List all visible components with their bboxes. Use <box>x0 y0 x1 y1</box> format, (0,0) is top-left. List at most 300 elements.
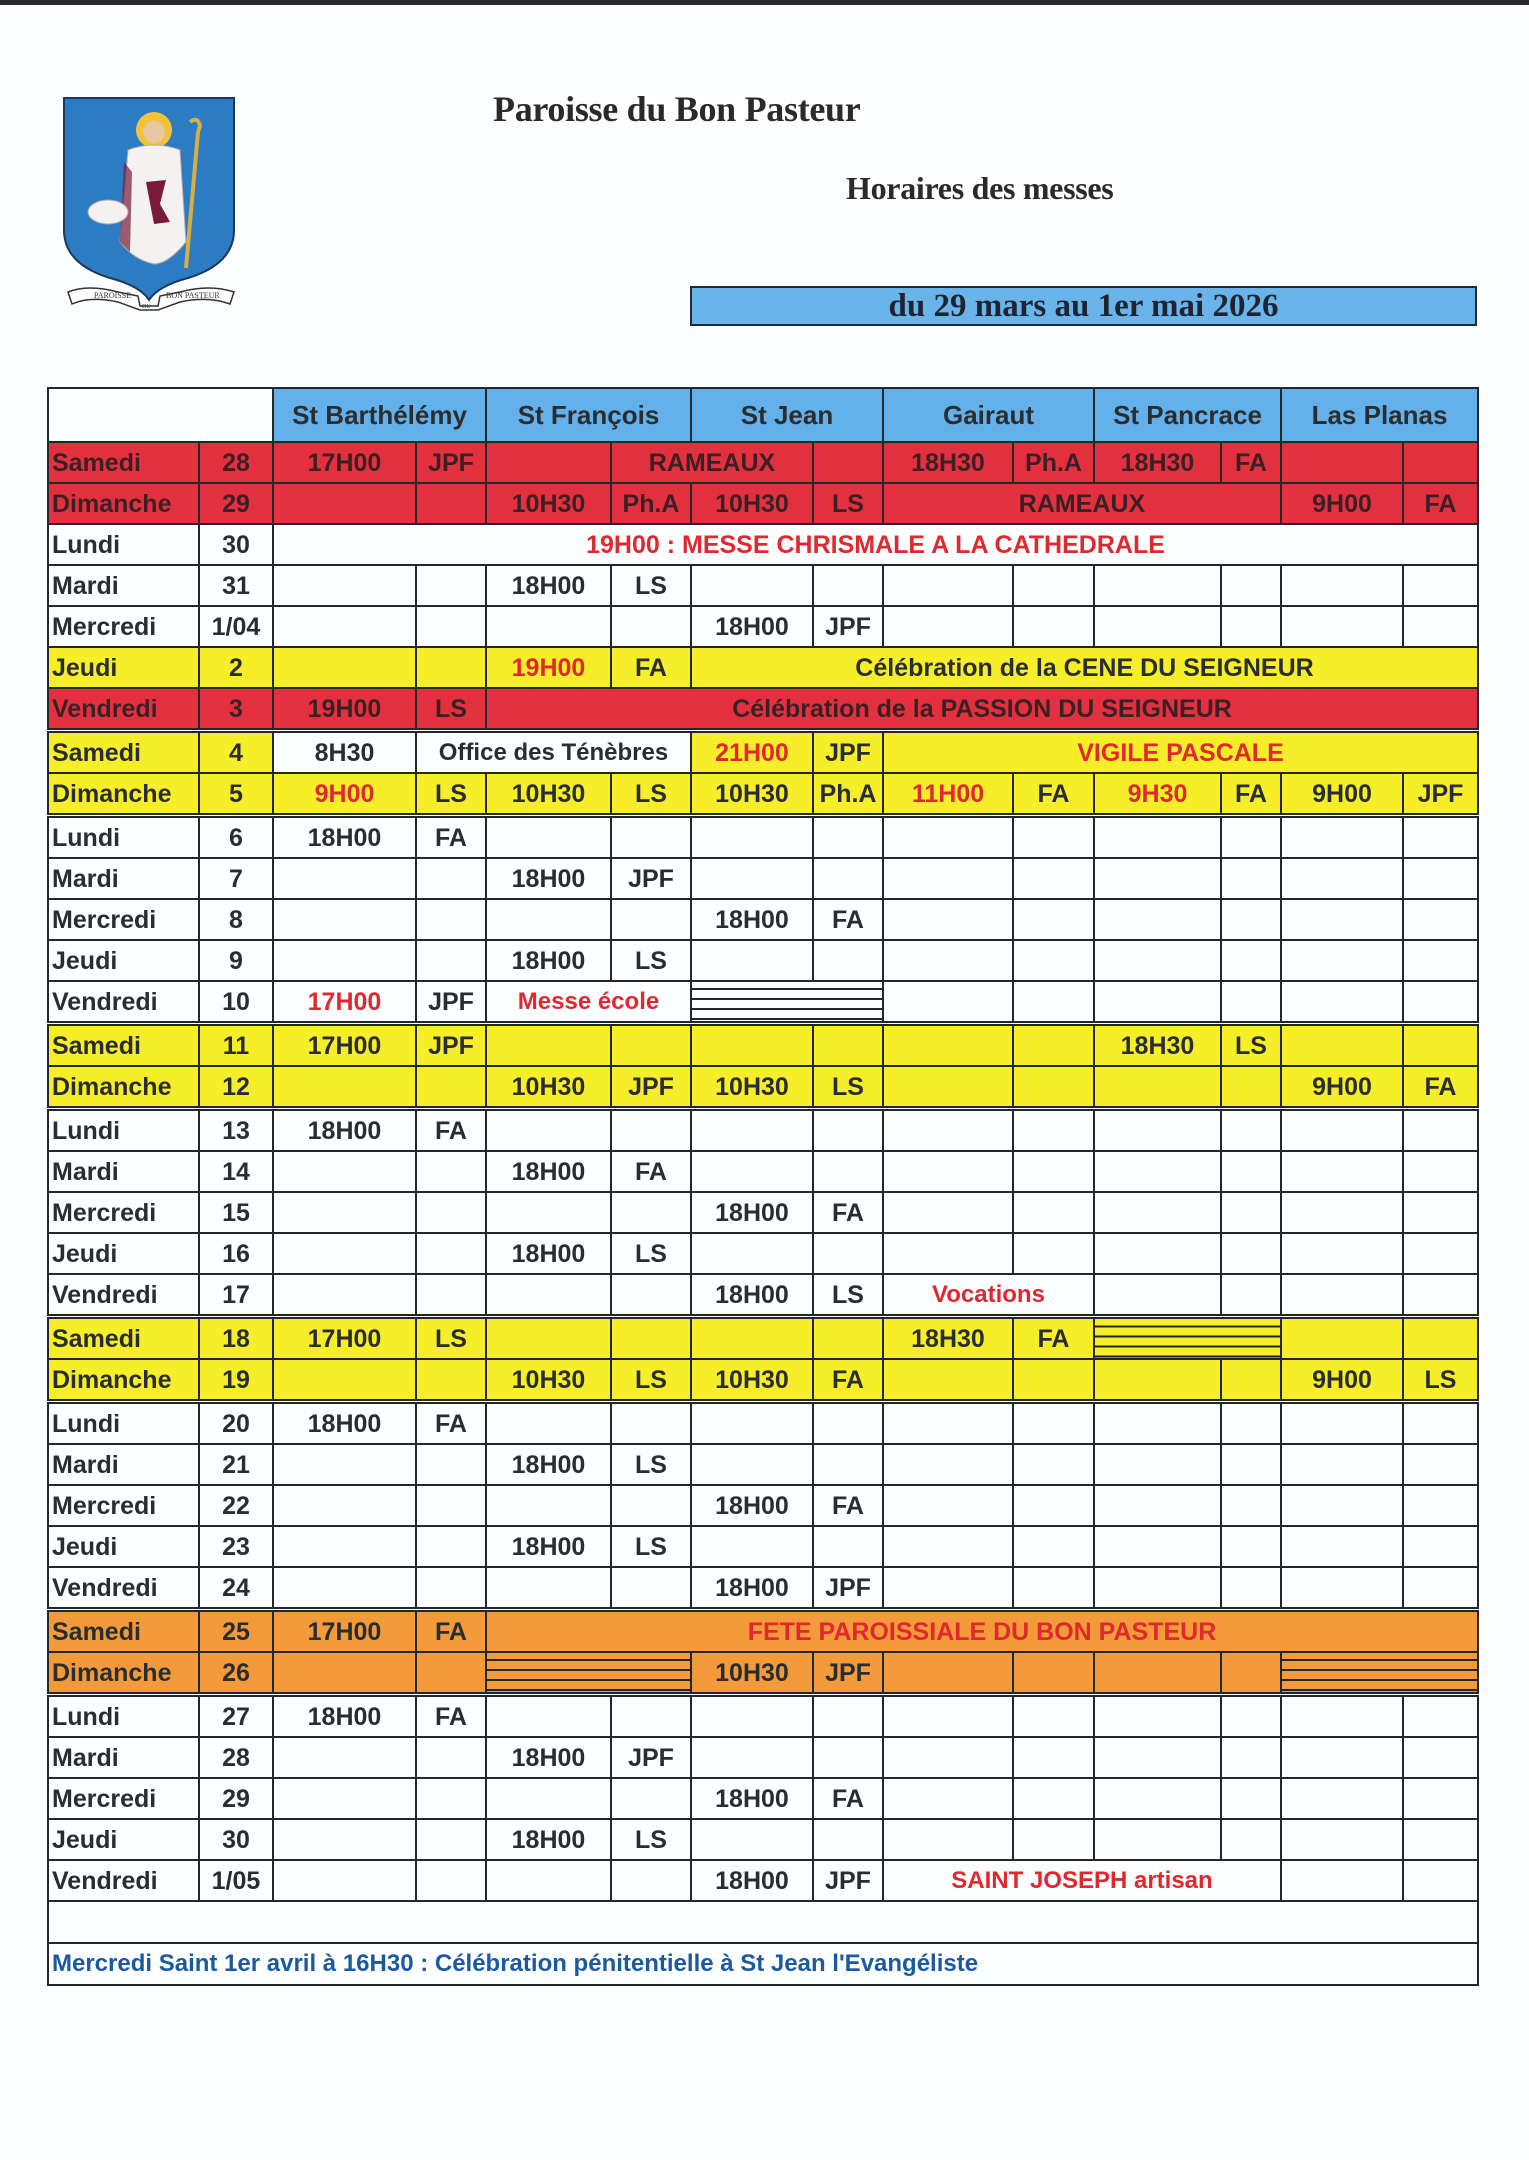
schedule-row <box>48 1066 1478 1109</box>
schedule-cell <box>883 858 1013 899</box>
schedule-cell <box>1281 899 1403 940</box>
date-cell: 11 <box>199 1024 273 1067</box>
schedule-cell <box>1013 816 1094 859</box>
schedule-cell <box>273 1274 416 1317</box>
schedule-row <box>48 1485 1478 1526</box>
schedule-cell <box>813 1402 883 1445</box>
schedule-cell <box>813 1526 883 1567</box>
date-cell: 17 <box>199 1274 273 1317</box>
schedule-row <box>48 1024 1478 1067</box>
schedule-row <box>48 1737 1478 1778</box>
schedule-cell <box>486 606 611 647</box>
schedule-cell: 18H00 <box>273 1695 416 1738</box>
schedule-cell <box>883 1402 1013 1445</box>
schedule-cell <box>1281 1233 1403 1274</box>
schedule-cell <box>486 1109 611 1152</box>
schedule-cell <box>691 816 813 859</box>
day-name-cell: Jeudi <box>48 647 199 688</box>
schedule-row <box>48 1192 1478 1233</box>
schedule-cell: FA <box>1403 483 1478 524</box>
day-name-cell: Mardi <box>48 1151 199 1192</box>
schedule-cell: FA <box>1013 1317 1094 1360</box>
schedule-cell <box>813 442 883 483</box>
schedule-row <box>48 1317 1478 1360</box>
schedule-cell <box>1281 1860 1403 1901</box>
schedule-cell <box>1403 1317 1478 1360</box>
schedule-cell <box>1403 940 1478 981</box>
schedule-cell <box>1094 1567 1221 1610</box>
day-name-cell: Jeudi <box>48 1233 199 1274</box>
schedule-cell <box>416 1652 486 1695</box>
schedule-cell <box>691 858 813 899</box>
schedule-cell <box>416 940 486 981</box>
schedule-cell <box>813 1444 883 1485</box>
schedule-cell: 18H30 <box>883 442 1013 483</box>
day-name-cell: Mercredi <box>48 899 199 940</box>
schedule-cell <box>813 1233 883 1274</box>
schedule-cell <box>1013 1109 1094 1152</box>
schedule-cell <box>486 1695 611 1738</box>
schedule-cell <box>1281 1192 1403 1233</box>
schedule-row <box>48 1819 1478 1860</box>
schedule-cell <box>1221 1274 1281 1317</box>
schedule-cell: 10H30 <box>691 1359 813 1402</box>
schedule-cell <box>1013 1737 1094 1778</box>
schedule-cell <box>273 940 416 981</box>
schedule-row <box>48 524 1478 565</box>
schedule-cell <box>1221 1192 1281 1233</box>
schedule-cell <box>1094 1695 1221 1738</box>
schedule-cell <box>1403 606 1478 647</box>
schedule-cell <box>611 1192 691 1233</box>
day-name-cell: Mercredi <box>48 1485 199 1526</box>
schedule-cell <box>883 1192 1013 1233</box>
schedule-cell <box>1013 1485 1094 1526</box>
schedule-cell <box>883 1024 1013 1067</box>
schedule-cell: 9H30 <box>1094 773 1221 816</box>
date-cell: 1/04 <box>199 606 273 647</box>
schedule-cell <box>1403 1778 1478 1819</box>
schedule-cell <box>1221 1485 1281 1526</box>
schedule-cell <box>1094 1402 1221 1445</box>
schedule-cell: 9H00 <box>1281 773 1403 816</box>
schedule-cell <box>1094 1233 1221 1274</box>
schedule-cell <box>416 1359 486 1402</box>
column-header-gairaut: Gairaut <box>883 388 1094 442</box>
schedule-cell <box>1281 1778 1403 1819</box>
page-subtitle: Horaires des messes <box>846 170 1114 206</box>
schedule-cell: 17H00 <box>273 1317 416 1360</box>
schedule-cell: 9H00 <box>1281 1066 1403 1109</box>
schedule-cell <box>416 1526 486 1567</box>
schedule-cell <box>691 1444 813 1485</box>
schedule-cell <box>883 1066 1013 1109</box>
schedule-cell: 18H00 <box>486 1151 611 1192</box>
schedule-cell <box>1221 1233 1281 1274</box>
schedule-cell <box>1403 1274 1478 1317</box>
schedule-cell <box>813 1695 883 1738</box>
day-name-cell: Jeudi <box>48 1526 199 1567</box>
schedule-cell <box>813 1024 883 1067</box>
day-name-cell: Dimanche <box>48 483 199 524</box>
date-cell: 1/05 <box>199 1860 273 1901</box>
date-cell: 21 <box>199 1444 273 1485</box>
schedule-cell: 21H00 <box>691 731 813 774</box>
schedule-cell <box>273 1444 416 1485</box>
schedule-row <box>48 1109 1478 1152</box>
schedule-cell: FA <box>1013 773 1094 816</box>
schedule-cell <box>611 606 691 647</box>
date-cell: 27 <box>199 1695 273 1738</box>
date-cell: 31 <box>199 565 273 606</box>
schedule-cell <box>883 606 1013 647</box>
schedule-cell <box>273 483 416 524</box>
schedule-cell <box>883 565 1013 606</box>
schedule-cell <box>1013 1652 1094 1695</box>
schedule-row <box>48 1610 1478 1653</box>
schedule-cell <box>1403 1860 1478 1901</box>
schedule-cell <box>1403 1151 1478 1192</box>
schedule-row <box>48 899 1478 940</box>
schedule-cell <box>813 940 883 981</box>
schedule-row <box>48 647 1478 688</box>
schedule-cell <box>273 606 416 647</box>
schedule-cell: 18H00 <box>691 1567 813 1610</box>
day-name-cell: Mardi <box>48 1737 199 1778</box>
schedule-cell <box>486 1402 611 1445</box>
svg-text:PAROISSE: PAROISSE <box>94 291 132 300</box>
schedule-cell <box>273 1778 416 1819</box>
schedule-cell <box>1403 1444 1478 1485</box>
schedule-cell: LS <box>1403 1359 1478 1402</box>
schedule-cell <box>611 1778 691 1819</box>
schedule-cell <box>1221 1066 1281 1109</box>
schedule-cell: Ph.A <box>813 773 883 816</box>
schedule-cell <box>1281 606 1403 647</box>
schedule-cell <box>691 1695 813 1738</box>
schedule-cell <box>1403 1485 1478 1526</box>
date-cell: 16 <box>199 1233 273 1274</box>
schedule-cell <box>813 565 883 606</box>
schedule-cell: 18H00 <box>486 1444 611 1485</box>
schedule-cell <box>691 1819 813 1860</box>
svg-text:BON PASTEUR: BON PASTEUR <box>166 291 220 300</box>
schedule-cell <box>1013 940 1094 981</box>
schedule-cell <box>1013 981 1094 1024</box>
schedule-cell: 9H00 <box>1281 1359 1403 1402</box>
schedule-cell: 10H30 <box>691 1066 813 1109</box>
schedule-cell <box>486 1192 611 1233</box>
schedule-cell <box>1281 1402 1403 1445</box>
schedule-cell <box>1221 1819 1281 1860</box>
event-label-cell: VIGILE PASCALE <box>883 731 1478 774</box>
schedule-cell: 10H30 <box>691 1652 813 1695</box>
date-cell: 26 <box>199 1652 273 1695</box>
schedule-cell: JPF <box>611 1737 691 1778</box>
schedule-cell <box>611 899 691 940</box>
day-name-cell: Vendredi <box>48 688 199 731</box>
schedule-cell <box>691 1024 813 1067</box>
day-name-cell: Dimanche <box>48 1066 199 1109</box>
schedule-cell: Ph.A <box>611 483 691 524</box>
schedule-cell <box>1094 1192 1221 1233</box>
schedule-cell <box>1281 1819 1403 1860</box>
schedule-cell <box>1013 1151 1094 1192</box>
schedule-row <box>48 606 1478 647</box>
schedule-cell: 17H00 <box>273 442 416 483</box>
schedule-cell <box>1094 981 1221 1024</box>
schedule-cell <box>486 1485 611 1526</box>
schedule-cell: 18H00 <box>273 1109 416 1152</box>
schedule-cell <box>883 1737 1013 1778</box>
schedule-cell <box>1281 1317 1403 1360</box>
schedule-cell <box>1403 816 1478 859</box>
schedule-cell <box>273 1359 416 1402</box>
event-label-cell: Vocations <box>883 1274 1094 1317</box>
schedule-cell <box>273 1526 416 1567</box>
schedule-cell: FA <box>1221 773 1281 816</box>
schedule-cell: 18H00 <box>486 1737 611 1778</box>
schedule-cell <box>611 816 691 859</box>
schedule-cell <box>691 565 813 606</box>
event-label-cell: RAMEAUX <box>611 442 813 483</box>
schedule-cell: 17H00 <box>273 1610 416 1653</box>
schedule-cell <box>1403 1526 1478 1567</box>
schedule-cell <box>813 1737 883 1778</box>
schedule-cell: FA <box>813 1485 883 1526</box>
day-name-cell: Vendredi <box>48 1274 199 1317</box>
cancelled-cell <box>486 1652 691 1695</box>
schedule-cell <box>1094 1109 1221 1152</box>
schedule-cell: LS <box>611 565 691 606</box>
schedule-cell: 10H30 <box>486 483 611 524</box>
date-cell: 29 <box>199 1778 273 1819</box>
schedule-cell <box>273 858 416 899</box>
schedule-cell <box>691 1317 813 1360</box>
scan-top-border <box>0 0 1529 5</box>
schedule-cell <box>486 1567 611 1610</box>
event-label-cell: FETE PAROISSIALE DU BON PASTEUR <box>486 1610 1478 1653</box>
schedule-cell <box>273 899 416 940</box>
schedule-cell <box>1013 1778 1094 1819</box>
schedule-row <box>48 1274 1478 1317</box>
schedule-cell <box>1281 1695 1403 1738</box>
date-cell: 10 <box>199 981 273 1024</box>
schedule-cell: 11H00 <box>883 773 1013 816</box>
schedule-cell <box>611 1860 691 1901</box>
date-cell: 7 <box>199 858 273 899</box>
schedule-cell <box>691 940 813 981</box>
schedule-cell: 18H30 <box>1094 1024 1221 1067</box>
schedule-cell: FA <box>813 1192 883 1233</box>
schedule-cell <box>416 1233 486 1274</box>
schedule-cell: 18H00 <box>691 1485 813 1526</box>
schedule-cell <box>1221 1444 1281 1485</box>
cancelled-cell <box>1281 1652 1478 1695</box>
schedule-cell <box>1403 981 1478 1024</box>
schedule-cell <box>1094 899 1221 940</box>
schedule-cell <box>691 1109 813 1152</box>
schedule-cell <box>1094 816 1221 859</box>
schedule-cell <box>416 1274 486 1317</box>
schedule-cell <box>1281 1485 1403 1526</box>
schedule-cell <box>611 1109 691 1152</box>
schedule-cell <box>1221 1695 1281 1738</box>
day-name-cell: Dimanche <box>48 1359 199 1402</box>
day-name-cell: Samedi <box>48 1317 199 1360</box>
day-name-cell: Vendredi <box>48 1567 199 1610</box>
schedule-cell: JPF <box>416 1024 486 1067</box>
schedule-cell: LS <box>813 1274 883 1317</box>
schedule-row <box>48 858 1478 899</box>
schedule-cell: 10H30 <box>486 1359 611 1402</box>
schedule-cell <box>691 1402 813 1445</box>
schedule-cell: 8H30 <box>273 731 416 774</box>
schedule-cell <box>273 1066 416 1109</box>
schedule-cell <box>1281 1109 1403 1152</box>
schedule-cell: 9H00 <box>273 773 416 816</box>
schedule-cell <box>883 1778 1013 1819</box>
schedule-cell <box>813 816 883 859</box>
schedule-cell <box>883 1819 1013 1860</box>
schedule-cell <box>1013 899 1094 940</box>
schedule-cell <box>416 1819 486 1860</box>
schedule-cell <box>611 1695 691 1738</box>
event-label-cell: Célébration de la CENE DU SEIGNEUR <box>691 647 1478 688</box>
schedule-cell: FA <box>416 1610 486 1653</box>
date-cell: 8 <box>199 899 273 940</box>
schedule-cell <box>883 1233 1013 1274</box>
schedule-cell: LS <box>416 773 486 816</box>
day-name-cell: Mercredi <box>48 606 199 647</box>
date-cell: 13 <box>199 1109 273 1152</box>
schedule-cell: LS <box>611 1444 691 1485</box>
blank-cell <box>48 1901 1478 1943</box>
schedule-cell <box>1403 1024 1478 1067</box>
schedule-cell: LS <box>416 1317 486 1360</box>
schedule-cell <box>486 1778 611 1819</box>
schedule-cell <box>273 1567 416 1610</box>
schedule-cell <box>1403 1695 1478 1738</box>
schedule-cell: 18H00 <box>691 899 813 940</box>
schedule-cell <box>1403 1737 1478 1778</box>
schedule-cell <box>486 1317 611 1360</box>
schedule-cell <box>416 565 486 606</box>
schedule-cell <box>883 1485 1013 1526</box>
schedule-cell: JPF <box>813 1860 883 1901</box>
schedule-cell <box>1013 1024 1094 1067</box>
schedule-row <box>48 1778 1478 1819</box>
schedule-cell <box>416 1567 486 1610</box>
event-label-cell: 19H00 : MESSE CHRISMALE A LA CATHEDRALE <box>273 524 1478 565</box>
schedule-cell <box>1221 899 1281 940</box>
column-header-st-barthelemy: St Barthélémy <box>273 388 486 442</box>
schedule-cell <box>1403 1192 1478 1233</box>
date-cell: 5 <box>199 773 273 816</box>
schedule-cell <box>273 1819 416 1860</box>
svg-text:DU: DU <box>142 304 151 310</box>
schedule-cell: FA <box>611 1151 691 1192</box>
schedule-row <box>48 1402 1478 1445</box>
schedule-cell <box>1403 1109 1478 1152</box>
date-cell: 9 <box>199 940 273 981</box>
schedule-cell: FA <box>1403 1066 1478 1109</box>
schedule-cell: 18H00 <box>691 606 813 647</box>
schedule-cell <box>611 1274 691 1317</box>
schedule-cell <box>1013 1819 1094 1860</box>
table-header-row <box>48 388 1478 442</box>
schedule-row <box>48 816 1478 859</box>
schedule-cell: 18H00 <box>486 858 611 899</box>
schedule-cell <box>1221 1109 1281 1152</box>
schedule-cell <box>1403 1567 1478 1610</box>
schedule-cell <box>416 1192 486 1233</box>
schedule-cell <box>1403 442 1478 483</box>
schedule-cell <box>273 565 416 606</box>
schedule-cell <box>1013 565 1094 606</box>
schedule-cell <box>611 1402 691 1445</box>
schedule-cell <box>486 442 611 483</box>
schedule-cell: 10H30 <box>691 483 813 524</box>
date-cell: 28 <box>199 1737 273 1778</box>
schedule-row <box>48 1526 1478 1567</box>
day-name-cell: Jeudi <box>48 940 199 981</box>
date-cell: 30 <box>199 1819 273 1860</box>
schedule-cell <box>1221 1567 1281 1610</box>
schedule-cell <box>416 899 486 940</box>
schedule-cell <box>1281 1151 1403 1192</box>
date-cell: 18 <box>199 1317 273 1360</box>
cancelled-cell <box>691 981 883 1024</box>
schedule-cell: LS <box>611 1819 691 1860</box>
schedule-cell <box>1221 1151 1281 1192</box>
schedule-cell: JPF <box>813 1652 883 1695</box>
schedule-cell <box>416 1151 486 1192</box>
schedule-cell: FA <box>416 1695 486 1738</box>
schedule-cell <box>883 1526 1013 1567</box>
schedule-cell: 18H00 <box>691 1860 813 1901</box>
schedule-row <box>48 1652 1478 1695</box>
schedule-cell <box>1221 981 1281 1024</box>
schedule-cell <box>1013 1192 1094 1233</box>
schedule-cell <box>1094 1652 1221 1695</box>
schedule-cell <box>273 1485 416 1526</box>
schedule-cell <box>416 1778 486 1819</box>
schedule-cell <box>1094 940 1221 981</box>
schedule-cell <box>1013 1567 1094 1610</box>
schedule-cell <box>883 1695 1013 1738</box>
schedule-cell <box>883 1359 1013 1402</box>
schedule-cell: JPF <box>611 858 691 899</box>
schedule-cell <box>1221 816 1281 859</box>
date-cell: 22 <box>199 1485 273 1526</box>
schedule-cell <box>1281 1567 1403 1610</box>
schedule-cell <box>611 1024 691 1067</box>
schedule-cell <box>1221 858 1281 899</box>
event-label-cell: Célébration de la PASSION DU SEIGNEUR <box>486 688 1478 731</box>
schedule-cell <box>1281 1526 1403 1567</box>
footer-note-row <box>48 1943 1478 1985</box>
schedule-cell: 18H00 <box>691 1192 813 1233</box>
schedule-cell <box>273 647 416 688</box>
schedule-cell <box>611 1317 691 1360</box>
schedule-cell: 10H30 <box>486 1066 611 1109</box>
schedule-cell: 10H30 <box>486 773 611 816</box>
schedule-cell <box>813 1819 883 1860</box>
date-cell: 4 <box>199 731 273 774</box>
schedule-cell: LS <box>611 773 691 816</box>
schedule-cell <box>813 858 883 899</box>
